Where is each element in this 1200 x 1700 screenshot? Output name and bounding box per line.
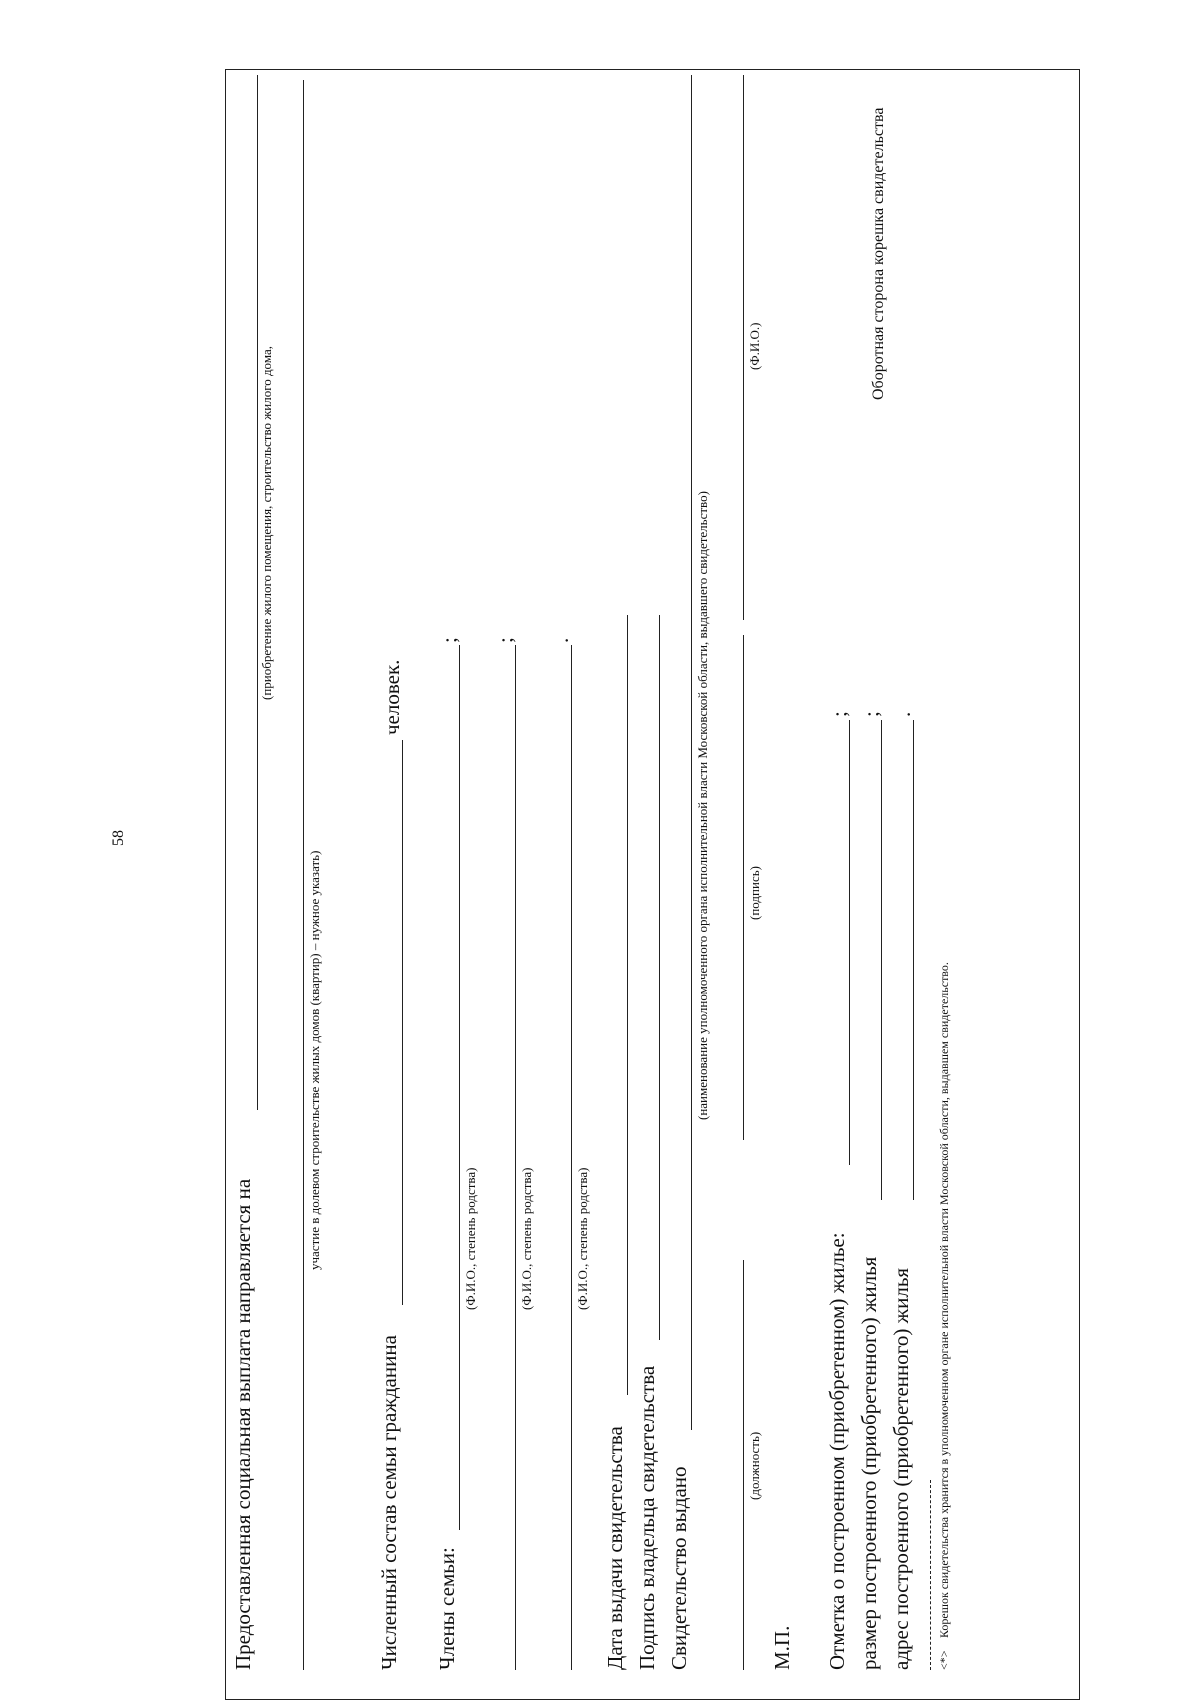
footnote-marker: <*> xyxy=(937,1650,951,1670)
member-line-2[interactable] xyxy=(515,645,516,1670)
family-size-label: Численный состав семьи гражданина xyxy=(377,1335,401,1670)
housing-size-line[interactable] xyxy=(881,720,882,1200)
housing-mark-label: Отметка о построенном (приобретенном) жилье: xyxy=(825,1232,849,1670)
housing-address-end: . xyxy=(891,711,915,717)
member-line-3[interactable] xyxy=(571,645,572,1670)
housing-address-label: адрес построенного (приобретенного) жилья xyxy=(889,1267,913,1670)
position-hint: (должность) xyxy=(747,1431,762,1500)
payment-line-2[interactable] xyxy=(303,80,304,1670)
holder-signature-label: Подпись владельца свидетельства xyxy=(635,1365,659,1670)
member-hint-2: (Ф.И.О., степень родства) xyxy=(519,1167,534,1310)
issue-date-label: Дата выдачи свидетельства xyxy=(603,1426,627,1670)
footnote-separator xyxy=(930,1480,931,1670)
member-hint-1: (Ф.И.О., степень родства) xyxy=(463,1167,478,1310)
header-caption: Оборотная сторона корешка свидетельства xyxy=(870,107,887,400)
family-members-label: Члены семьи: xyxy=(435,1547,459,1670)
housing-mark-end: ; xyxy=(827,711,851,717)
payment-label: Предоставленная социальная выплата направляется на xyxy=(231,1178,255,1670)
stamp-label: М.П. xyxy=(770,1625,794,1670)
member-end-3: . xyxy=(549,637,573,643)
housing-size-label: размер построенного (приобретенного) жилья xyxy=(857,1256,881,1670)
payment-hint-2: участие в долевом строительстве жилых домов (квартир) – нужное указать) xyxy=(307,850,322,1270)
family-size-line[interactable] xyxy=(402,740,403,1305)
official-name-line[interactable] xyxy=(743,75,744,620)
member-line-1[interactable] xyxy=(459,645,460,1530)
housing-mark-line[interactable] xyxy=(849,720,850,1165)
signature-hint: (подпись) xyxy=(747,866,762,920)
housing-size-end: ; xyxy=(859,711,883,717)
member-hint-3: (Ф.И.О., степень родства) xyxy=(575,1167,590,1310)
certificate-stub-back xyxy=(225,69,1080,1700)
issue-date-line[interactable] xyxy=(627,615,628,1395)
housing-address-line[interactable] xyxy=(913,720,914,1200)
official-name-hint: (Ф.И.О.) xyxy=(747,322,762,370)
member-end-2: ; xyxy=(493,637,517,643)
signature-line[interactable] xyxy=(743,635,744,1140)
payment-line-1[interactable] xyxy=(257,75,258,1110)
issued-by-line[interactable] xyxy=(691,75,692,1430)
holder-signature-line[interactable] xyxy=(659,615,660,1340)
family-size-unit: человек. xyxy=(380,659,404,735)
issued-by-label: Свидетельство выдано xyxy=(667,1466,691,1670)
page-number: 58 xyxy=(110,830,127,846)
issued-by-hint: (наименование уполномоченного органа исполнительной власти Московской области, выдавшего свидетельство) xyxy=(695,491,710,1120)
member-end-1: ; xyxy=(437,637,461,643)
footnote-text: Корешок свидетельства хранится в уполномоченном органе исполнительной власти Московской области, выдавшем свидетельство. xyxy=(937,962,951,1638)
payment-hint-1: (приобретение жилого помещения, строительство жилого дома, xyxy=(259,346,274,700)
position-line[interactable] xyxy=(743,1260,744,1670)
